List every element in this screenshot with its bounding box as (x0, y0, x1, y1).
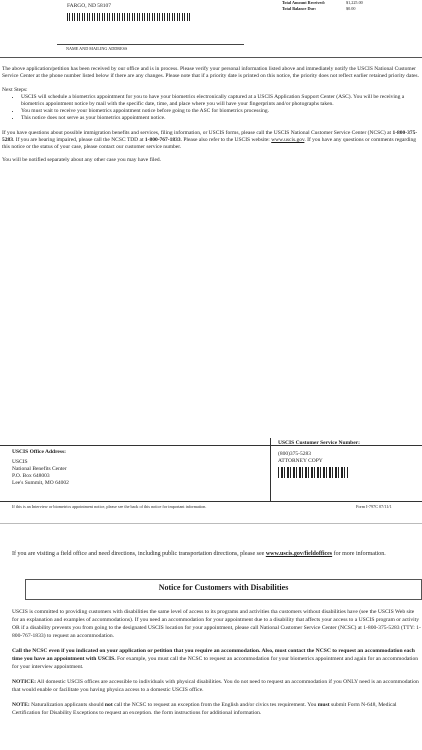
service-number-label: USCIS Customer Service Number: (278, 440, 360, 446)
footer-note: If this is an Interview or biometrics appointment notice, please see the back of this notice for important information. (12, 504, 207, 509)
next-step-item: • This notice does not serve as your biometrics appointment notice. (21, 115, 420, 122)
disabilities-paragraph-call: Call the NCSC even if you indicated on your application or petition that you require an accommodation. Also, must contact the NCSC to request an accommodation each time you have an appointment with USCIS. For example, you must call the NCSC to request an accommodation for your biometrics appointment and again for an accommodation for your interview appointment. (12, 648, 419, 670)
notice-body (2, 66, 420, 164)
next-steps-list (2, 94, 420, 122)
section-top-rule (0, 57, 422, 58)
total-received-label: Total Amount Received: (282, 0, 326, 5)
disabilities-paragraph-note: NOTE: Naturalization applicants should not call the NCSC to request an exception from the English and/or civics tes requirement. You must submit Form N-648, Medical Certification for Disability Exceptions to request an exception. the form instructions for additional information. (12, 702, 397, 716)
contact-box-divider (270, 438, 271, 501)
notice-paragraph-intro: The above application/petition has been received by our office and is in process. Please verify your personal information listed above and immediately notify the USCIS National Customer Service Center at the phone number listed below if there are any changes. Please note that if a priority date is printed on this notice, the priority does not reflect earlier retained priority dates. (2, 66, 419, 79)
disabilities-paragraph-intro: USCIS is committed to providing customers with disabilities the same level of access to its programs and activities tha customers without disabilities have (see the USCIS Web site for an explanation and examples of accommodations). If you need an accommodation for your appointment due to a disability that affects your access to a USCIS program or activity OR if a disability prevents you from going to the designated USCIS location for your appointment, please call National Customer Service Center (NCSC) at 1-800-375-5283 (TTY: 1-800-767-1833) to request an accommodation. (12, 609, 421, 639)
mailing-barcode (67, 13, 192, 21)
form-number: Form I-797C 07/11/1 (356, 504, 392, 509)
footer-rule (0, 501, 422, 502)
uscis-website-link[interactable]: www.uscis.gov (271, 137, 305, 143)
page-separator (0, 523, 422, 524)
address-line: FARGO, ND 58107 (67, 3, 112, 9)
service-phone: (800)375-5283 (278, 451, 311, 457)
next-step-item: • USCIS will schedule a biometrics appointment for you to have your biometrics electronically captured at a USCIS Application Support Center (ASC). You will be receiving a biometrics appointment notice by mail with the specific date, time, and place where you will have your fingerprints and/or photographs taken. (21, 94, 420, 108)
tdd-phone: 1-800-767-1833 (144, 137, 181, 143)
total-received-value: $1,225.00 (346, 0, 363, 5)
disabilities-title: Notice for Customers with Disabilities (158, 583, 289, 592)
name-address-label: NAME AND MAILING ADDRESS (66, 46, 128, 51)
attorney-copy-label: ATTORNEY COPY (278, 458, 323, 464)
case-barcode (278, 467, 348, 478)
field-office-note: If you are visiting a field office and need directions, including public transportation directions, please see www.uscis.gov/fieldoffices for more information. (12, 551, 386, 557)
notice-paragraph-separate: You will be notified separately about any other case you may have filed. (2, 157, 162, 163)
disabilities-body (12, 608, 422, 717)
field-offices-link[interactable]: www.uscis.gov/fieldoffices (265, 551, 333, 557)
total-balance-label: Total Balance Due: (282, 6, 317, 11)
office-address-label: USCIS Office Address: (12, 449, 66, 455)
ncsc-phone: 1-800-375-5283 (2, 130, 418, 143)
office-address: USCIS National Benefits Center P.O. Box 648003 Lee's Summit, MO 64002 (12, 459, 69, 486)
name-address-rule (57, 44, 244, 45)
next-steps-label: Next Steps: (2, 87, 28, 93)
next-step-item: • You must wait to receive your biometrics appointment notice before going to the ASC for biometrics processing. (21, 108, 420, 115)
notice-paragraph-contact: If you have questions about possible immigration benefits and services, filing information, or USCIS forms, please call the USCIS National Customer Service Center (NCSC) at 1-800-375-5283. If you are hearing impaired, please call the NCSC TDD at 1-800-767-1833. Please also refer to the USCIS website: www.uscis.gov. If you have any questions or comments regarding this notice or the status of your case, please contact our customer service number. (2, 130, 418, 150)
disabilities-paragraph-notice: NOTICE: All domestic USCIS offices are accessible to individuals with physical disabilities. You do not need to request an accommodation if you ONLY need is an accommodation that would enable or facilitate you having physica access to a domestic USCIS office. (12, 679, 419, 693)
total-balance-value: $0.00 (346, 6, 356, 11)
